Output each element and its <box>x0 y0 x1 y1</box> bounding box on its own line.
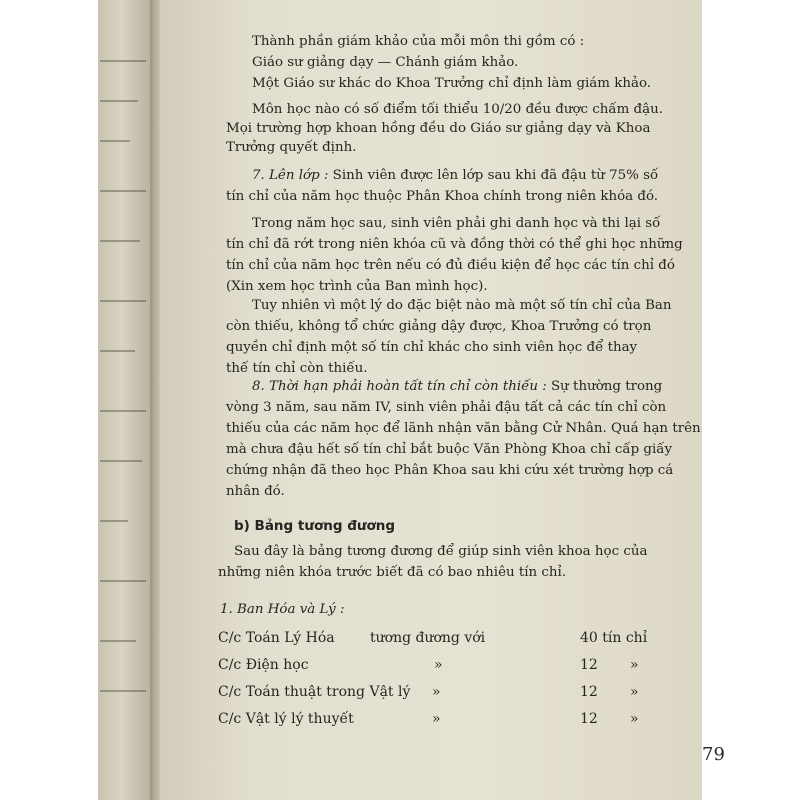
table-title: 1. Ban Hóa và Lý : <box>220 602 345 617</box>
section7-title: 7. Lên lớp : <box>252 168 329 183</box>
intro-line-3: Một Giáo sư khác do Khoa Trưởng chỉ định làm giám khảo. <box>252 76 652 91</box>
intro-line-4: Môn học nào có số điểm tối thiểu 10/20 đều được chấm đậu. <box>252 102 663 117</box>
row-value: 12 <box>580 657 598 673</box>
table-row: C/c Toán thuật trong Vật lý <box>218 684 411 700</box>
table-row: C/c Vật lý lý thuyết <box>218 711 354 727</box>
section7-line-5: tín chỉ của năm học trên nếu có đủ điều kiện để học các tín chỉ đó <box>226 258 675 273</box>
section7-line-2: tín chỉ của năm học thuộc Phân Khoa chính trong niên khóa đó. <box>226 189 659 204</box>
section8-line-4: mà chưa đậu hết số tín chỉ bắt buộc Văn Phòng Khoa chỉ cấp giấy <box>226 442 673 457</box>
row-value: 12 <box>580 711 598 727</box>
section-b-heading: b) Bảng tương đương <box>234 518 396 534</box>
row-unit: » <box>630 657 639 673</box>
row-value: 12 <box>580 684 598 700</box>
intro-line-5: Mọi trường hợp khoan hồng đều do Giáo sư giảng dạy và Khoa <box>226 121 651 136</box>
section8-line-3: thiếu của các năm học để lãnh nhận văn bằng Cử Nhân. Quá hạn trên <box>226 421 701 436</box>
section7-line-4: tín chỉ đã rớt trong niên khóa cũ và đồng thời có thể ghi học những <box>226 237 683 252</box>
table-row: C/c Điện học <box>218 657 309 673</box>
row-value: 40 tín chỉ <box>580 630 648 646</box>
row-relation: » <box>432 684 441 700</box>
section8-line-6: nhân đó. <box>226 484 285 499</box>
section7-text: Sinh viên được lên lớp sau khi đã đậu từ 75% số <box>328 168 659 183</box>
page-number: 79 <box>702 744 725 765</box>
section7-line-8: còn thiếu, không tổ chức giảng dậy được, Khoa Trưởng có trọn <box>226 319 652 334</box>
row-relation: tương đương với <box>370 630 486 646</box>
section-b-line-1: Sau đây là bảng tương đương để giúp sinh viên khoa học của <box>234 544 648 559</box>
row-relation: » <box>434 657 443 673</box>
section7-line-6: (Xin xem học trình của Ban mình học). <box>226 279 488 294</box>
row-relation: » <box>432 711 441 727</box>
page-79 <box>160 0 725 800</box>
section8-text: Sự thường trong <box>546 379 663 394</box>
intro-line-1: Thành phần giám khảo của mỗi môn thi gồm có : <box>252 34 585 49</box>
book-photo <box>98 0 725 800</box>
row-unit: » <box>630 711 639 727</box>
section-b-line-2: những niên khóa trước biết đã có bao nhiêu tín chỉ. <box>218 565 567 580</box>
table-row: C/c Toán Lý Hóa <box>218 630 335 646</box>
section8-line-5: chứng nhận đã theo học Phân Khoa sau khi cứu xét trường hợp cá <box>226 463 674 478</box>
section7-line-1 <box>252 166 658 186</box>
section7-line-3: Trong năm học sau, sinh viên phải ghi danh học và thi lại số <box>252 216 661 231</box>
section7-line-7: Tuy nhiên vì một lý do đặc biệt nào mà một số tín chỉ của Ban <box>252 298 672 313</box>
intro-line-6: Trưởng quyết định. <box>226 140 357 155</box>
row-unit: » <box>630 684 639 700</box>
section7-line-9: quyền chỉ định một số tín chỉ khác cho sinh viên học để thay <box>226 340 638 355</box>
section8-title: 8. Thời hạn phải hoàn tất tín chỉ còn thiếu : <box>252 379 547 394</box>
book-gutter <box>150 0 160 800</box>
section8-line-2: vòng 3 năm, sau năm IV, sinh viên phải đậu tất cả các tín chỉ còn <box>226 400 667 415</box>
intro-line-2: Giáo sư giảng dạy — Chánh giám khảo. <box>252 55 519 70</box>
section8-line-1 <box>252 377 662 397</box>
left-page-edge <box>98 0 150 800</box>
section7-line-10: thế tín chỉ còn thiếu. <box>226 361 368 376</box>
